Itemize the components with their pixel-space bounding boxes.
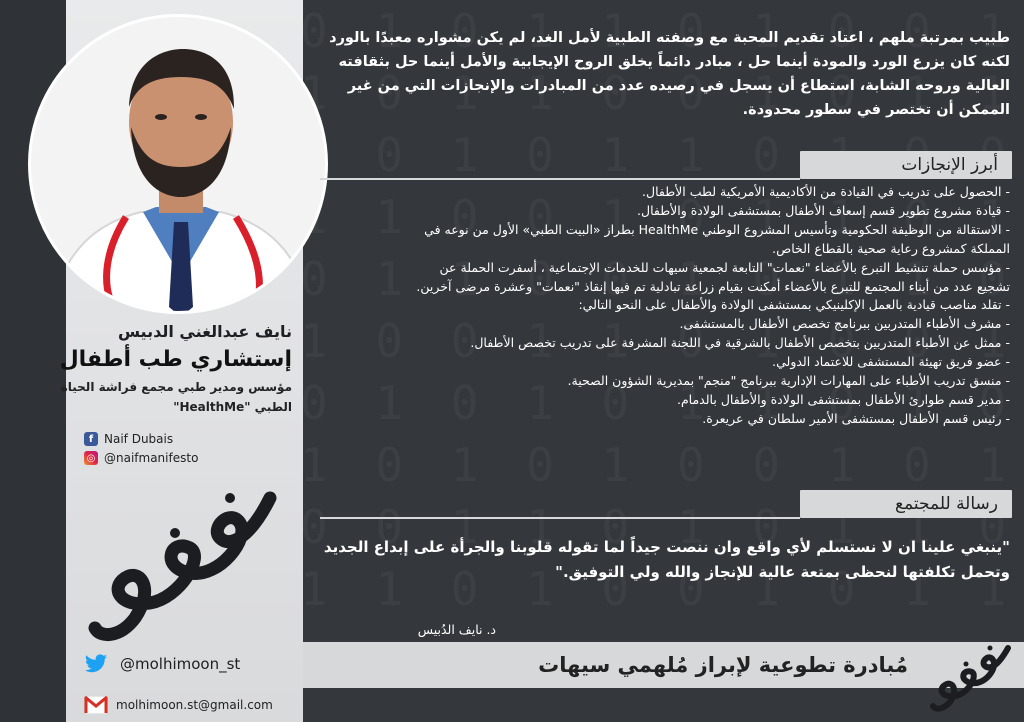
doctor-name: نايف عبدالغني الدبيس xyxy=(117,322,292,341)
list-item: - عضو فريق تهيئة المستشفى للاعتماد الدولي. xyxy=(772,354,1010,370)
intro-paragraph: طبيب بمرتبة ملهم ، اعتاد تقديم المحبة مع وصفته الطبية لأمل الغد، لم يكن مشواره معبدًا بالورد لكنه كان يزرع الورد والمودة أينما حل ، مبادر دائماً يخلق الروح الإيجابية والأمل أينما حل بثقافته العالية وروحه الشابة، استطاع أن يسجل في رصيده عدد من المبادرات والإنجازات التي من غير الممكن أن تختصر في سطور محدودة. xyxy=(329,30,1010,118)
twitter-icon xyxy=(84,654,108,674)
list-item: - مدير قسم طوارئ الأطفال بمستشفى الولادة والأطفال بالدمام. xyxy=(676,391,1010,407)
email-address: molhimoon.st@gmail.com xyxy=(116,698,273,712)
molhimoon-logo-small xyxy=(928,640,1016,714)
list-item: - الحصول على تدريب في القيادة من الأكاديمية الأمريكية لطب الأطفال. xyxy=(642,184,1010,199)
community-header: رسالة للمجتمع xyxy=(800,490,1012,518)
list-item: - رئيس قسم الأطفال بمستشفى الأمير سلطان في عريعرة. xyxy=(702,410,1010,426)
intro-section xyxy=(320,26,1010,122)
doctor-portrait-icon xyxy=(31,17,328,314)
profile-info xyxy=(40,322,292,416)
instagram-link[interactable] xyxy=(84,451,198,465)
doctor-title: إستشاري طب أطفال xyxy=(59,347,292,372)
facebook-link[interactable] xyxy=(84,432,173,446)
list-item: - تقلد مناصب قيادية بالعمل الإكلينيكي بمستشفى الولادة والأطفال على النحو التالي: xyxy=(578,297,1010,313)
signature: د. نايف الدُبيس xyxy=(417,622,496,637)
facebook-handle: Naif Dubais xyxy=(104,432,174,446)
gmail-icon xyxy=(84,696,108,714)
quote-line-1: "ينبغي علينا ان لا نستسلم لأي واقع وان ننصت جيداً لما تقوله قلوبنا والجرأة على إبداع الجديد xyxy=(323,538,1010,556)
molhimoon-logo xyxy=(80,478,290,648)
achievements-rule xyxy=(320,178,800,180)
list-item: المملكة كمشروع رعاية صحية بالقطاع الخاص. xyxy=(772,240,1010,256)
list-item: - مؤسس حملة تنشيط التبرع بالأعضاء "نعمات" التابعة لجمعية سيهات للخدمات الإجتماعية ، أسفرت الحملة عن xyxy=(439,259,1010,275)
quote-line-2: وتحمل تكلفتها لنحظى بمتعة عالية للإنجاز والله ولي التوفيق." xyxy=(555,563,1010,581)
instagram-icon: ◎ xyxy=(84,451,98,465)
facebook-icon: f xyxy=(84,432,98,446)
achievements-header: أبرز الإنجازات xyxy=(800,151,1012,179)
instagram-handle: @naifmanifesto xyxy=(104,451,199,465)
community-quote xyxy=(300,535,1010,585)
achievements-list xyxy=(320,183,1010,429)
community-rule xyxy=(320,517,800,519)
list-item: - الاستقالة من الوظيفة الحكومية وتأسيس المشروع الوطني HealthMe بطراز «البيت الطبي» الأول من نوعه في xyxy=(424,221,1010,237)
twitter-link[interactable] xyxy=(84,654,240,674)
doctor-subtitle-line2: الطبي "HealthMe" xyxy=(173,400,292,414)
list-item: - منسق تدريب الأطباء على المهارات الإدارية ببرنامج "منجم" بمديرية الشؤون الصحية. xyxy=(567,373,1010,389)
twitter-handle: @molhimoon_st xyxy=(120,655,241,673)
email-link[interactable] xyxy=(84,696,273,714)
banner-text: مُبادرة تطوعية لإبراز مُلهمي سيهات xyxy=(538,653,908,677)
doctor-photo xyxy=(28,14,328,314)
list-item: - مشرف الأطباء المتدربين ببرنامج تخصص الأطفال بالمستشفى. xyxy=(679,316,1010,332)
list-item: - قيادة مشروع تطوير قسم إسعاف الأطفال بمستشفى الولادة والأطفال. xyxy=(637,202,1010,218)
list-item: تشجيع عدد من أبناء المجتمع للتبرع بالأعضاء أمكنت بقيام زراعة تبادلية تم فيها إنقاذ "نعمات" وعشرة مرضى آخرين. xyxy=(416,278,1010,294)
list-item: - ممثل عن الأطباء المتدربين بتخصص الأطفال بالشرقية في اللجنة المشرفة على تدريب تخصص الأطفال. xyxy=(470,335,1010,351)
doctor-subtitle-line1: مؤسس ومدير طبي مجمع فراشة الحياة xyxy=(60,380,292,394)
